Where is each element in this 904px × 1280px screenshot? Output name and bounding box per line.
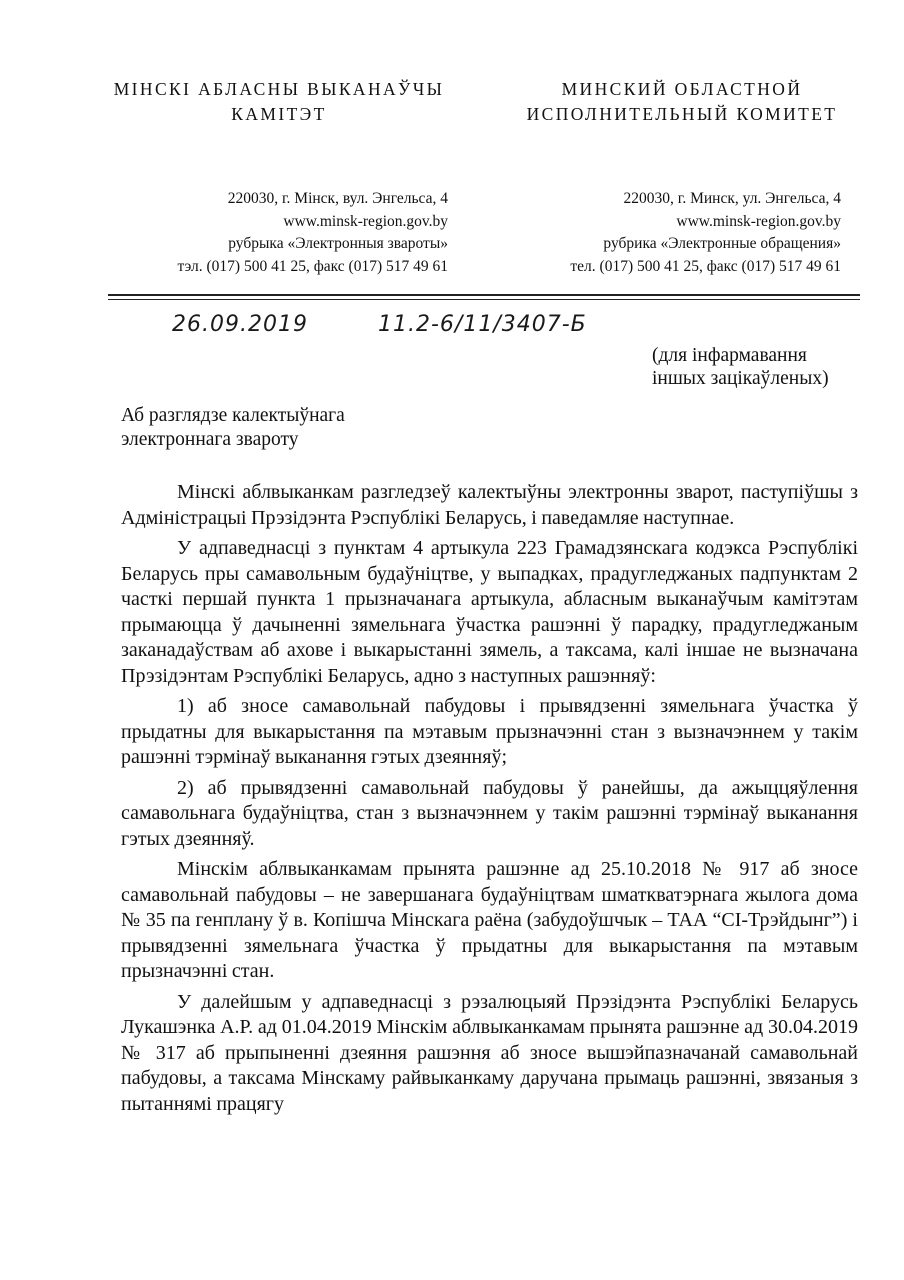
org-title-ru-line1: МИНСКИЙ ОБЛАСТНОЙ (561, 79, 803, 99)
address-by-phone: тэл. (017) 500 41 25, факс (017) 517 49 61 (177, 257, 448, 275)
letter-subject (121, 404, 345, 452)
addressee-note-line1: (для інфармавання (652, 345, 807, 366)
letter-body (121, 480, 858, 1122)
org-title-by-line1: МІНСКІ АБЛАСНЫ ВЫКАНАЎЧЫ (113, 79, 445, 99)
address-block-by (178, 188, 449, 278)
address-ru-phone: тел. (017) 500 41 25, факс (017) 517 49 61 (570, 257, 841, 275)
body-paragraph-decision-917: Мінскім аблвыканкамам прынята рашэнне ад 25.10.2018 № 917 аб зносе самавольнай пабудовы – не завершанага будаўніцтвам шматкватэрнага жылога дома № 35 па генплану ў в. Копішча Мінскага раёна (забудоўшчык – ТАА “СІ-Трэйдынг”) і прывядзенні зямельнага ўчастка ў прыдатны для выкарыстання па мэтавым прызначэнні стан. (121, 858, 858, 982)
handwritten-reg-number: 11.2-6/11/3407-Б (378, 312, 587, 337)
body-paragraph-decision-317: У далейшым у адпаведнасці з рэзалюцыяй Прэзідэнта Рэспублікі Беларусь Лукашэнка А.Р. ад 01.04.2019 Мінскім аблвыканкамам прынята рашэнне ад 30.04.2019 № 317 аб прыпыненні дзеяння рашэння аб зносе вышэйпазначанай самавольнай пабудовы, а таксама Мінскаму райвыканкаму даручана прымаць рашэнні, звязаныя з пытаннямі працягу (121, 990, 858, 1115)
address-by-website: www.minsk-region.gov.by (283, 212, 448, 230)
body-paragraph-legal-basis: У адпаведнасці з пунктам 4 артыкула 223 Грамадзянскага кодэкса Рэспублікі Беларусь пры самавольным будаўніцтве, у выпадках, прадугледжаных падпунктам 2 часткі першай пункта 1 прызначанага артыкула, абласным выканаўчым камітэтам прымаюцца ў дачыненні зямельнага ўчастка рашэнні ў парадку, прадугледжаным заканадаўствам аб ахове і выкарыстанні зямель, а таксама, калі іншае не вызначана Прэзідэнтам Рэспублікі Беларусь, адно з наступных рашэнняў: (121, 537, 858, 687)
header-divider-thin (108, 299, 860, 300)
letter-subject-line2: электроннага звароту (121, 429, 299, 450)
body-paragraph-option-2: 2) аб прывядзенні самавольнай пабудовы ў ранейшы, да ажыццяўлення самавольнага будаўніцтва, стан з вызначэннем у такім рашэнні тэрмінаў выканання гэтых дзеянняў. (121, 776, 858, 850)
address-ru-street: 220030, г. Минск, ул. Энгельса, 4 (623, 190, 841, 207)
address-by-rubric: рубрыка «Электронныя звароты» (228, 235, 448, 252)
org-title-by-line2: КАМІТЭТ (231, 104, 327, 124)
body-paragraph-intro: Мінскі аблвыканкам разгледзеў калектыўны электронны зварот, паступіўшы з Адміністрацыі Прэзідэнта Рэспублікі Беларусь, і паведамляе наступнае. (121, 481, 858, 529)
addressee-note-line2: іншых зацікаўленых) (652, 368, 829, 389)
handwritten-date: 26.09.2019 (172, 312, 308, 337)
header-divider-thick (108, 294, 860, 296)
org-title-ru-line2: ИСПОЛНИТЕЛЬНЫЙ КОМИТЕТ (526, 104, 838, 124)
address-ru-website: www.minsk-region.gov.by (676, 212, 841, 230)
address-by-street: 220030, г. Мінск, вул. Энгельса, 4 (227, 190, 448, 207)
address-block-ru (570, 188, 841, 278)
org-title-by (98, 77, 460, 127)
org-title-ru (512, 77, 852, 127)
letter-subject-line1: Аб разглядзе калектыўнага (121, 405, 345, 426)
addressee-note (652, 344, 829, 390)
address-ru-rubric: рубрика «Электронные обращения» (603, 235, 841, 252)
body-paragraph-option-1: 1) аб зносе самавольнай пабудовы і прывядзенні зямельнага ўчастка ў прыдатны для выкарыстання па мэтавым прызначэнні стан з вызначэннем у такім рашэнні тэрмінаў выканання гэтых дзеянняў; (121, 695, 858, 768)
